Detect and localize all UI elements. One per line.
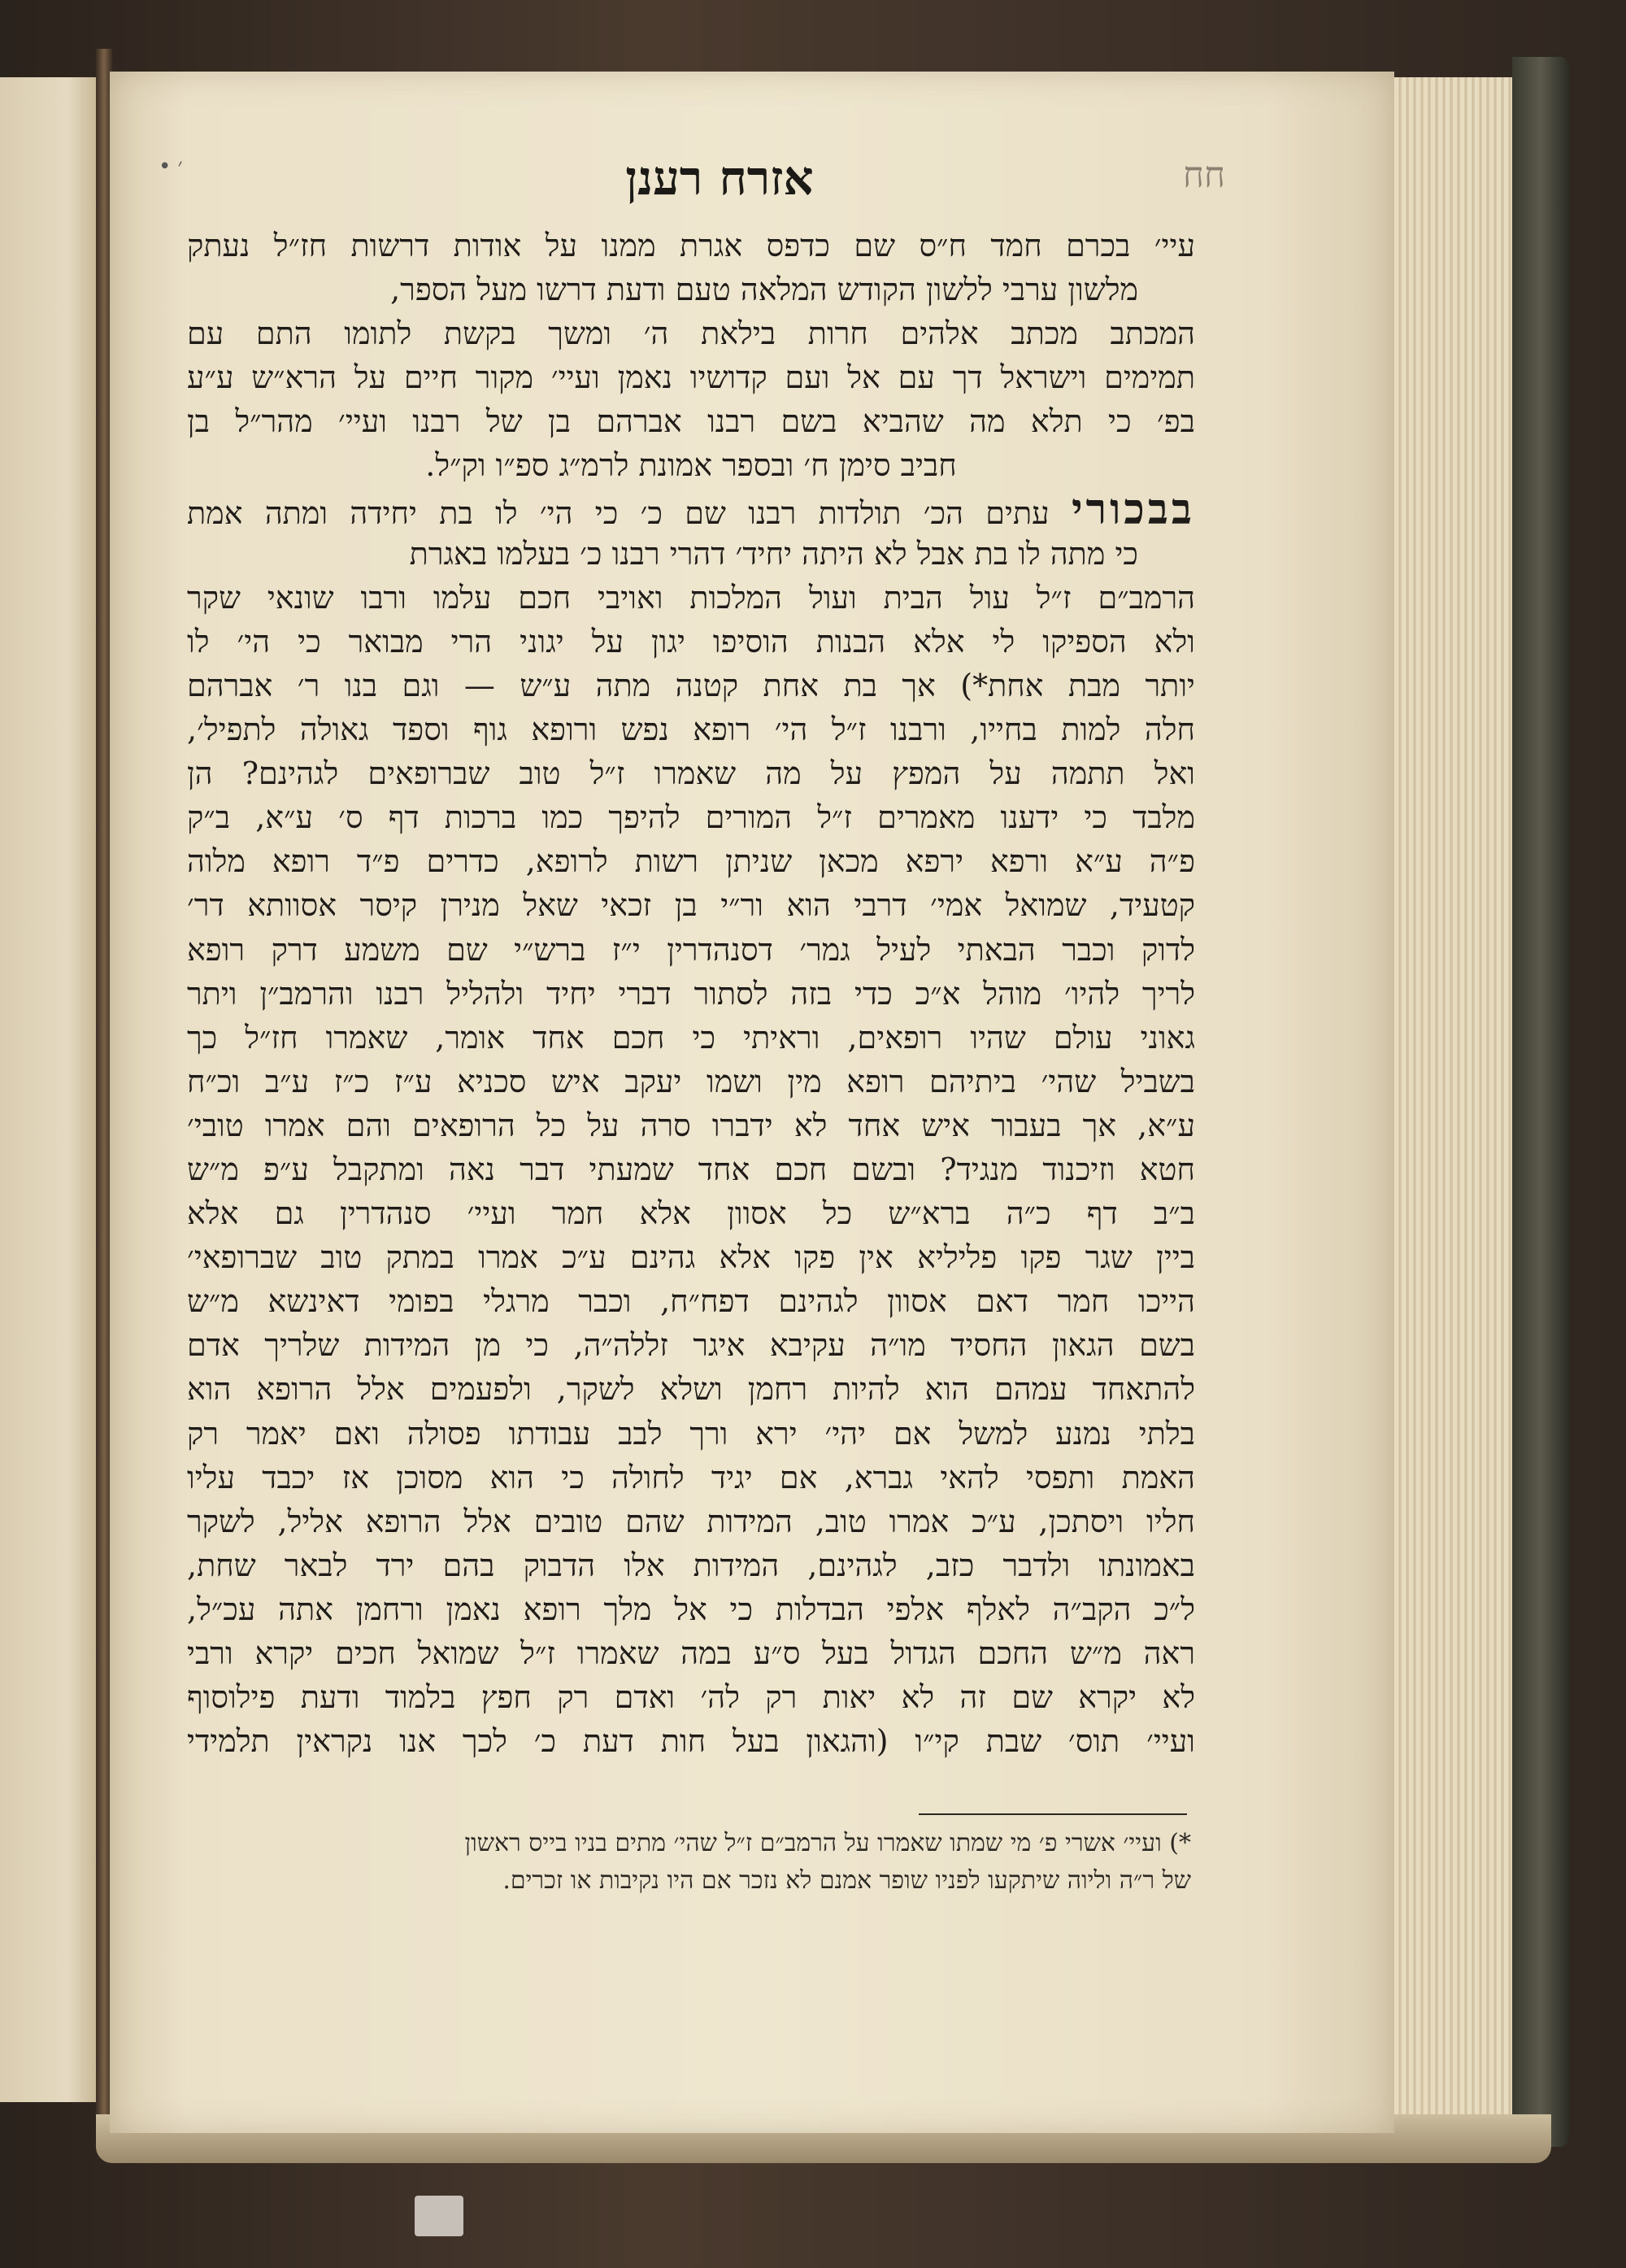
text-line: מלשון ערבי ללשון הקודש המלאה טעם ודעת דרשו מעל הספר, [390,272,1138,308]
text-line: לריך להיו׳ מוהל א״כ כדי בזה לסתור דברי יחיד ולהליל רבנו והרמב״ן ויתר [187,975,1195,1012]
library-sticker [415,2196,463,2236]
book-cover-edge [1512,57,1569,2147]
text-line: ל״כ הקב״ה לאלף אלפי הבדלות כי אל מלך רופא נאמן ורחמן אתה עכ״ל, [187,1591,1195,1627]
text-line: חליו ויסתכן, ע״כ אמרו טוב, המידות שהם טובים אלל הרופא אליל, לשקר [187,1503,1195,1539]
text-line: ביין שגר פקו פליליא אין פקו אלא גהינם ע״כ אמרו במתק טוב שברופאי׳ [187,1239,1195,1276]
text-line-rest: עתים הכ׳ תולדות רבנו שם כ׳ כי הי׳ לו בת יחידה ומתה אמת [187,494,1050,531]
text-line: פ״ה ע״א ורפא ירפא מכאן שניתן רשות לרופא, כדרים פ״ד רופא מלוה [187,843,1195,880]
footnotes-block [220,1825,1191,1900]
paragraph-lead-word: בבכורי [1071,487,1195,532]
text-line: חלה למות בחייו, ורבנו ז״ל הי׳ רופא נפש ורופא גוף וספד גאולה לתפיל׳, [187,712,1195,748]
text-line-with-lead [187,488,1195,532]
text-line: יותר מבת אחת*) אך בת אחת קטנה מתה ע״ש — וגם בנו ר׳ אברהם [187,667,1195,703]
main-text-block [187,224,1195,1763]
text-line: הייכו חמר דאם אסוון לגהינם דפח״ח, וכבר מרגלי בפומי דאינשא מ״ש [187,1283,1195,1320]
running-head-title: אזרח רענן [625,150,814,206]
text-line: האמת ותפסי להאי גברא, אם יגיד לחולה כי הוא מסוכן אז יכבד עליו [187,1459,1195,1495]
text-line: בפ׳ כי תלא מה שהביא בשם רבנו אברהם בן של רבנו ועיי׳ מהר״ל בן [187,403,1195,440]
text-line: להתאחד עמהם הוא להיות רחמן ושלא לשקר, ולפעמים אלל הרופא הוא [187,1371,1195,1408]
text-line: חטא וזיכנוד מנגיד? ובשם חכם אחד שמעתי דבר נאה ומתקבל ע״פ מ״ש [187,1151,1195,1187]
paragraph-1 [187,224,1195,488]
footnote-line: *) ועיי׳ אשרי פ׳ מי שמתו שאמרו על הרמב״ם ז״ל שהי׳ מתים בניו בייס ראשון [464,1829,1191,1857]
text-line: ב״ב דף כ״ה ברא״ש כל אסוון אלא חמר ועיי׳ סנהדרין גם אלא [187,1195,1195,1232]
page-marks: • ׳ [159,155,183,179]
text-line: חביב סימן ח׳ ובספר אמונת לרמ״ג ספ״ו וק״ל. [425,447,957,484]
text-line: ראה מ״ש החכם הגדול בעל ס״ע במה שאמרו ז״ל שמואל חכים יקרא ורבי [187,1635,1195,1671]
text-line: הרמב״ם ז״ל עול הבית ועול המלכות ואויבי חכם עלמו ורבו שונאי שקר [187,579,1195,616]
paragraph-2 [187,488,1195,1764]
page-number: חח [1183,155,1226,196]
text-line: כי מתה לו בת אבל לא היתה יחיד׳ דהרי רבנו כ׳ בעלמו באגרת [409,535,1138,572]
text-line: בשם הגאון החסיד מו״ה עקיבא איגר זללה״ה, כי מן המידות שלריך אדם [187,1327,1195,1364]
footnote-line: של ר״ה וליוה שיתקעו לפניו שופר אמנם לא נזכר אם היו נקיבות או זכרים. [502,1866,1191,1895]
page-stack-edges [1394,77,1515,2147]
text-line: תמימים וישראל דך עם אל ועם קדושיו נאמן ועיי׳ מקור חיים על הרא״ש ע״ע [187,359,1195,396]
footnote-rule [919,1813,1187,1815]
text-line: המכתב מכתב אלהים חרות בילאת ה׳ ומשך בקשת לתומו התם עם [187,316,1195,352]
text-line: עיי׳ בכרם חמד ח״ס שם כדפס אגרת ממנו על אודות דרשות חז״ל נעתק [187,228,1195,263]
text-line: ואל תתמה על המפץ על מה שאמרו ז״ל טוב שברופאים לגהינם? הן [187,755,1195,792]
text-line: באמונתו ולדבר כזב, לגהינם, המידות אלו הדבוק בהם ירד לבאר שחת, [187,1547,1195,1583]
text-line: ועיי׳ תוס׳ שבת קי״ו (והגאון בעל חות דעת כ׳ לכך אנו נקראין תלמידי [187,1723,1195,1760]
text-line: לדוק וכבר הבאתי לעיל גמר׳ דסנהדרין י״ז ברש״י שם משמע דרק רופא [187,931,1195,968]
text-line: מלבד כי ידענו מאמרים ז״ל המורים להיפך כמו ברכות דף ס׳ ע״א, ב״ק [187,799,1195,836]
text-line: בשביל שהי׳ ביתיהם רופא מין ושמו יעקב איש סכניא ע״ז כ״ז ע״ב וכ״ח [187,1063,1195,1099]
text-line: ולא הספיקו לי אלא הבנות הוסיפו יגון על יגוני הרי מבואר כי הי׳ לו [187,623,1195,660]
text-line: בלתי נמנע למשל אם יהי׳ ירא ורך לבב עבודתו פסולה ואם יאמר רק [187,1415,1195,1452]
text-line: קטעיד, שמואל אמי׳ דרבי הוא ור״י בן זכאי שאל מנירן קיסר אסוותא דר׳ [187,887,1195,924]
text-line: לא יקרא שם זה לא יאות רק לה׳ ואדם רק חפץ בלמוד ודעת פילוסוף [187,1679,1195,1716]
left-page-edge [0,77,98,2102]
text-line: ע״א, אך בעבור איש אחד לא ידברו סרה על כל הרופאים והם אמרו טובי׳ [187,1107,1195,1143]
text-line: גאוני עולם שהיו רופאים, וראיתי כי חכם אחד אומר, שאמרו חז״ל כך [187,1019,1195,1056]
